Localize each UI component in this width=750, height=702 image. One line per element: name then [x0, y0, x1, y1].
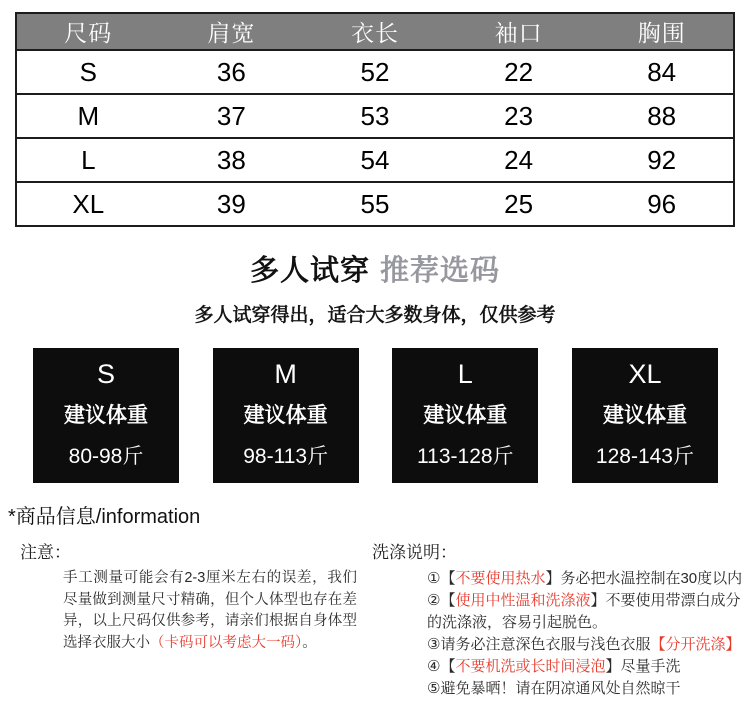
washing-instructions-list — [427, 568, 747, 700]
table-row — [16, 94, 734, 138]
washing-item-pre: ④【 — [427, 658, 456, 675]
table-row — [16, 138, 734, 182]
washing-column — [372, 538, 750, 700]
washing-item-pre: ①【 — [427, 570, 456, 587]
table-cell: XL — [16, 182, 160, 226]
card-size-label: S — [96, 359, 115, 389]
card-size-label: M — [274, 359, 297, 389]
table-cell: 39 — [160, 182, 304, 226]
table-cell: 38 — [160, 138, 304, 182]
washing-item-pre: ②【 — [427, 592, 456, 609]
size-chart-page — [0, 12, 750, 702]
table-cell: 37 — [160, 94, 304, 138]
card-weight-label: 建议体重 — [423, 404, 508, 427]
table-cell: 84 — [590, 50, 734, 94]
card-weight-label: 建议体重 — [602, 404, 687, 427]
notice-text-end: 。 — [302, 634, 317, 651]
washing-item-pre: ⑤避免暴晒！请在阴凉通风处自然晾干 — [427, 680, 681, 697]
table-cell: 54 — [303, 138, 447, 182]
washing-item-3 — [427, 634, 747, 656]
bottom-columns — [0, 538, 750, 700]
table-cell: 88 — [590, 94, 734, 138]
recommend-title-main: 多人试穿 — [249, 255, 370, 287]
card-weight-range: 80-98斤 — [68, 445, 144, 468]
info-section-title: *商品信息/information — [8, 506, 201, 528]
notice-text-red: （卡码可以考虑大一码） — [150, 634, 303, 651]
size-table-body — [16, 50, 734, 226]
table-cell: 53 — [303, 94, 447, 138]
notice-label: 注意： — [20, 543, 71, 562]
size-cards-row — [33, 348, 718, 483]
header-cell-size: 尺码 — [16, 13, 160, 50]
recommend-title — [0, 248, 750, 289]
washing-item-1 — [427, 568, 747, 590]
header-cell-bust: 胸围 — [590, 13, 734, 50]
washing-item-2 — [427, 590, 747, 634]
table-cell: 92 — [590, 138, 734, 182]
card-weight-range: 128-143斤 — [595, 445, 694, 468]
washing-item-post: 】尽量手洗 — [605, 658, 681, 675]
size-table-header — [16, 13, 734, 50]
table-row — [16, 50, 734, 94]
recommend-title-sub: 推荐选码 — [380, 255, 501, 287]
header-cell-shoulder: 肩宽 — [160, 13, 304, 50]
washing-item-pre: ③请务必注意深色衣服与浅色衣服 — [427, 636, 651, 653]
table-cell: 36 — [160, 50, 304, 94]
table-cell: 23 — [447, 94, 591, 138]
washing-item-4 — [427, 656, 747, 678]
size-card-xl — [572, 348, 718, 483]
washing-item-red: 【分开洗涤】 — [650, 636, 741, 653]
card-size-label: XL — [628, 359, 662, 389]
washing-item-red: 不要机洗或长时间浸泡 — [455, 658, 606, 675]
card-size-label: L — [457, 359, 473, 389]
table-cell: 96 — [590, 182, 734, 226]
washing-item-post: 】务必把水温控制在30度以内 — [545, 570, 743, 587]
card-weight-label: 建议体重 — [243, 404, 328, 427]
table-row — [16, 182, 734, 226]
table-cell: 25 — [447, 182, 591, 226]
washing-item-red: 不要使用热水 — [455, 570, 546, 587]
table-cell: 52 — [303, 50, 447, 94]
card-weight-range: 98-113斤 — [243, 445, 329, 468]
washing-item-red: 使用中性温和洗涤液 — [455, 592, 591, 609]
size-card-m — [213, 348, 359, 483]
table-cell: 22 — [447, 50, 591, 94]
header-cell-cuff: 袖口 — [447, 13, 591, 50]
size-card-s — [33, 348, 179, 483]
notice-text — [63, 568, 357, 654]
recommend-subtitle: 多人试穿得出，适合大多数身体，仅供参考 — [194, 305, 556, 326]
table-cell: 24 — [447, 138, 591, 182]
notice-text-main: 手工测量可能会有2-3厘米左右的误差，我们尽量做到测量尺寸精确，但个人体型也存在差异，以上尺码仅供参考，请亲们根据自身体型选择衣服大小 — [63, 570, 357, 651]
washing-label: 洗涤说明： — [372, 543, 457, 562]
table-cell: M — [16, 94, 160, 138]
header-cell-length: 衣长 — [303, 13, 447, 50]
card-weight-range: 113-128斤 — [417, 445, 514, 468]
table-cell: S — [16, 50, 160, 94]
washing-item-post: 】不要使用带漂白成分的洗涤液，容易引起脱色。 — [427, 592, 741, 631]
size-card-l — [392, 348, 538, 483]
table-cell: 55 — [303, 182, 447, 226]
size-table — [15, 12, 735, 227]
notice-column — [0, 538, 372, 700]
table-header-row — [16, 13, 734, 50]
washing-item-5 — [427, 678, 747, 700]
table-cell: L — [16, 138, 160, 182]
card-weight-label: 建议体重 — [64, 404, 148, 427]
